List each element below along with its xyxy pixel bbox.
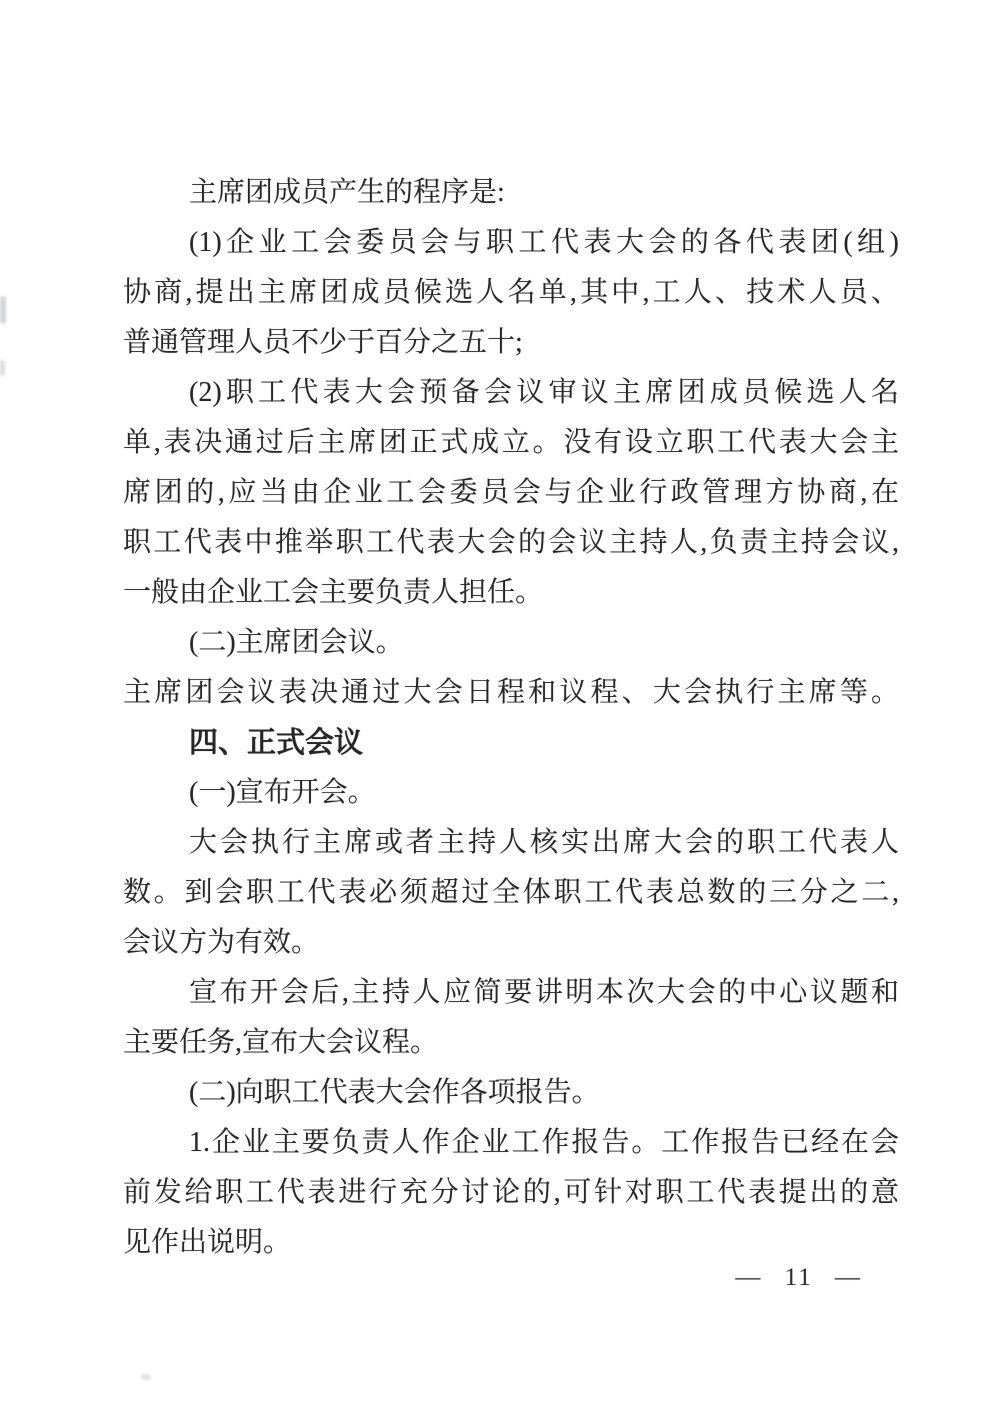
paragraph <box>123 968 899 1068</box>
text-line: 会议方为有效。 <box>123 927 320 958</box>
text-line: (二)向职工代表大会作各项报告。 <box>189 1077 600 1108</box>
text-line: 席团的,应当由企业工会委员会与企业行政管理方协商,在 <box>123 477 899 508</box>
paragraph <box>123 1068 899 1118</box>
text-line: (2)职工代表大会预备会议审议主席团成员候选人名 <box>189 377 899 408</box>
scan-artifact <box>0 360 5 376</box>
scan-artifact <box>0 296 6 324</box>
text-line: 前发给职工代表进行充分讨论的,可针对职工代表提出的意 <box>123 1177 899 1208</box>
paragraph <box>123 368 899 618</box>
paragraph <box>123 218 899 368</box>
text-line: 数。到会职工代表必须超过全体职工代表总数的三分之二, <box>123 877 899 908</box>
page-number <box>735 1262 862 1294</box>
text-line: 四、正式会议 <box>189 727 364 759</box>
text-line: (1)企业工会委员会与职工代表大会的各代表团(组) <box>189 227 899 258</box>
paragraph <box>123 768 899 818</box>
text-line: 宣布开会后,主持人应简要讲明本次大会的中心议题和 <box>189 977 899 1008</box>
text-line: 普通管理人员不少于百分之五十; <box>123 327 523 358</box>
text-line: 职工代表中推举职工代表大会的会议主持人,负责主持会议, <box>123 527 899 558</box>
text-line: 主席团会议表决通过大会日程和议程、大会执行主席等。 <box>123 677 899 708</box>
scan-artifact <box>141 1374 151 1380</box>
text-line: 主要任务,宣布大会议程。 <box>123 1027 439 1058</box>
section-heading <box>123 718 899 768</box>
page-number-label: — 11 — <box>735 1264 862 1291</box>
text-line: 主席团成员产生的程序是: <box>189 177 505 208</box>
text-block <box>123 168 899 1268</box>
text-line: 单,表决通过后主席团正式成立。没有设立职工代表大会主 <box>123 427 899 458</box>
text-line: (一)宣布开会。 <box>189 777 376 808</box>
text-line: 见作出说明。 <box>123 1227 292 1258</box>
text-line: 1.企业主要负责人作企业工作报告。工作报告已经在会 <box>189 1127 899 1158</box>
paragraph <box>123 618 899 668</box>
paragraph <box>123 1118 899 1268</box>
paragraph <box>123 818 899 968</box>
text-line: 大会执行主席或者主持人核实出席大会的职工代表人 <box>189 827 899 858</box>
text-line: 一般由企业工会主要负责人担任。 <box>123 577 544 608</box>
text-line: (二)主席团会议。 <box>189 627 404 658</box>
text-line: 协商,提出主席团成员候选人名单,其中,工人、技术人员、 <box>123 277 899 308</box>
paragraph <box>123 668 899 718</box>
paragraph <box>123 168 899 218</box>
